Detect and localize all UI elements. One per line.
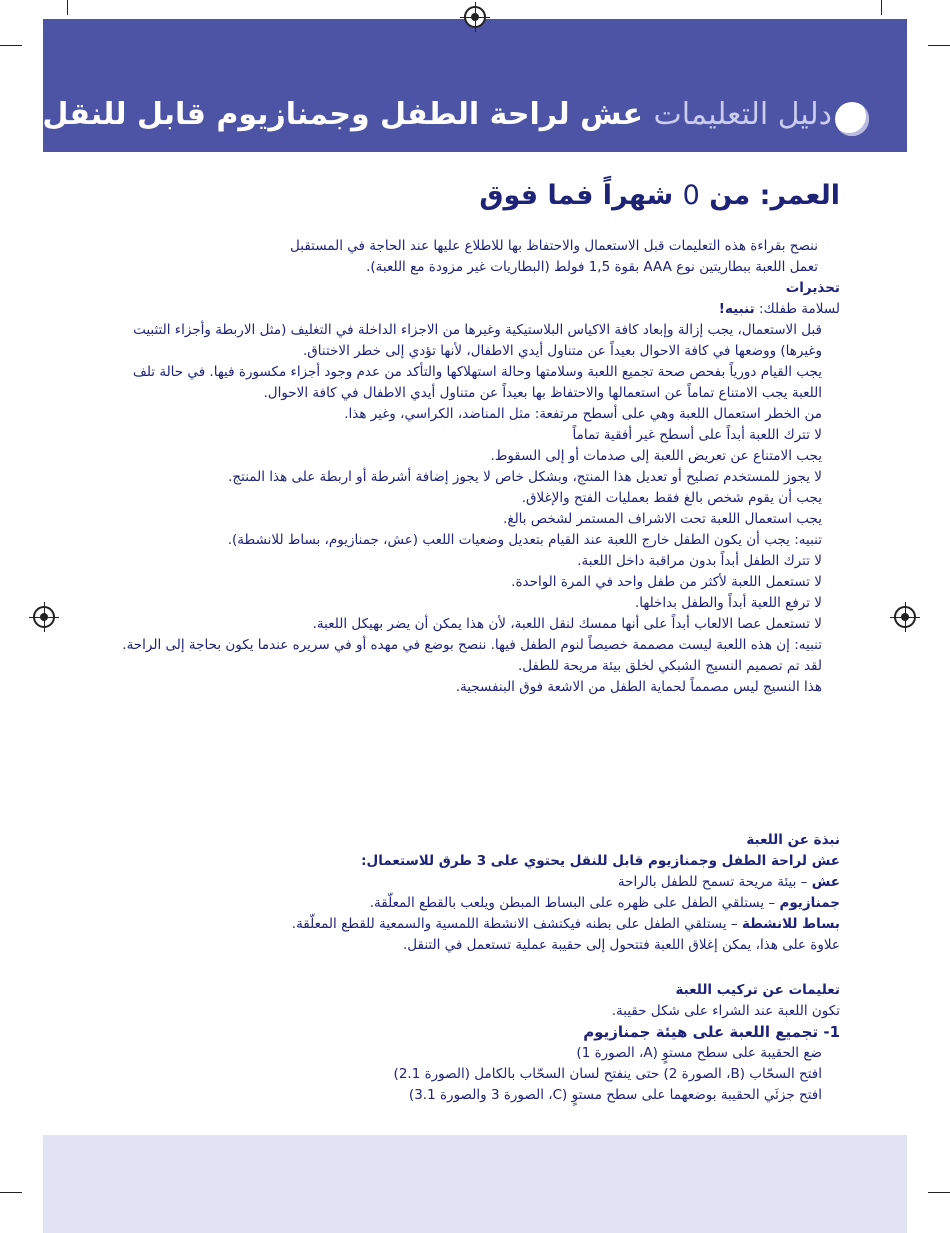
warning-item: يجب القيام دورياً بفحص صحة تجميع اللعبة وسلامتها وحالة استهلاكها والتأكد من عدم وجود أجزاء مكسورة فيها. في حالة تلف اللعبة يجب الامتناع تماماً عن استعمالها والاحتفاظ بها بعيداً عن متناول أيدي الاطفال في كافة الاحوال. [132,364,822,401]
crop-mark [0,1192,22,1193]
registration-mark-icon [894,606,916,628]
mode-item [105,914,840,935]
registration-mark-icon [464,6,486,28]
assembly-step: افتح جزئَي الحقيبة بوضعهما على سطح مستوٍ (C، الصورة 3 والصورة 3.1) [408,1087,822,1103]
warning-item: لا يجوز للمستخدم تصليح أو تعديل هذا المنتج، وبشكل خاص لا يجوز إضافة أشرطة أو اربطة على هذا المنتج. [228,469,822,485]
age-rest: شهراً فما فوق [479,180,674,211]
about-section [105,830,840,956]
about-subheading-pre: عش لراحة الطفل وجمنازيوم قابل للنقل يحتوي على [490,853,840,869]
assembly-step: افتح السحّاب (B، الصورة 2) حتى ينفتح لسان السحّاب بالكامل (الصورة 2.1) [393,1066,822,1082]
mode-desc: – بيئة مريحة تسمح للطفل بالراحة [617,874,812,890]
warning-item: قبل الاستعمال، يجب إزالة وإبعاد كافة الاكياس البلاستيكية وغيرها من الاجزاء الداخلة في التغليف (مثل الاربطة وأجزاء التثبيت وغيرها) ووضعها في كافة الاحوال بعيداً عن متناول أيدي الاطفال، لأنها تؤدي إلى خطر الاختناق. [133,322,822,359]
assembly-section [105,980,840,1106]
mode-term: بساط للانشطة [741,916,840,932]
safety-label: لسلامة طفلك: [759,301,840,317]
about-subheading-num: 3 [476,853,487,869]
warning-item: لا تترك اللعبة أبداً على أسطح غير أفقية تماماً [572,427,822,443]
title-prefix: دليل التعليمات [653,97,832,132]
intro-line: ننصح بقراءة هذه التعليمات قبل الاستعمال والاحتفاظ بها للاطلاع عليها عند الحاجة في المستقبل [290,238,818,254]
mode-desc: – يستلقي الطفل على ظهره على البساط المبطن ويلعب بالقطع المعلّقة. [369,895,780,911]
crop-mark [0,45,22,46]
circle-bullet-icon [835,102,869,136]
title-main: عش لراحة الطفل وجمنازيوم قابل للنقل [42,97,644,132]
registration-mark-icon [33,606,55,628]
warning-item: يجب الامتناع عن تعريض اللعبة إلى صدمات أو إلى السقوط. [490,448,822,464]
warning-item: يجب أن يقوم شخص بالغ فقط بعمليات الفتح والإغلاق. [521,490,822,506]
about-subheading [105,851,840,872]
mode-desc: – يستلقي الطفل على بطنه فيكتشف الانشطة اللمسية والسمعية للقطع المعلّقة. [291,916,742,932]
intro-line: تعمل اللعبة ببطاريتين نوع AAA بقوة 1,5 فولط (البطاريات غير مزودة مع اللعبة). [366,259,818,275]
about-note: علاوة على هذا، يمكن إغلاق اللعبة فتتحول إلى حقيبة عملية تستعمل في التنقل. [403,937,840,953]
header-band [43,19,907,152]
warning-item: لا تستعمل اللعبة لأكثر من طفل واحد في المرة الواحدة. [511,574,822,590]
warning-item: لا تترك الطفل أبداً بدون مراقبة داخل اللعبة. [577,553,822,569]
mode-item [105,872,840,893]
mode-term: عش [811,874,840,890]
about-heading: نبذة عن اللعبة [746,832,840,848]
safety-line [105,299,840,320]
crop-mark [881,0,882,15]
warning-item: تنبيه: إن هذه اللعبة ليست مصممة خصيصاً لنوم الطفل فيها. ننصح بوضع في مهده أو في سريره عندما يكون بحاجة إلى الراحة. [122,637,822,653]
mode-term: جمنازيوم [779,895,840,911]
instructions-section [105,236,840,698]
mode-item [105,893,840,914]
page-title [42,97,832,132]
footer-band [43,1135,907,1233]
warning-item: يجب استعمال اللعبة تحت الاشراف المستمر لشخص بالغ. [503,511,822,527]
warnings-heading: تحذيرات [785,280,840,296]
warning-item: لا ترفع اللعبة أبداً والطفل بداخلها. [634,595,822,611]
age-number: 0 [682,180,700,211]
assembly-intro: تكون اللعبة عند الشراء على شكل حقيبة. [611,1003,840,1019]
assembly-step: ضع الحقيبة على سطح مستوٍ (A، الصورة 1) [576,1045,822,1061]
assembly-heading: تعليمات عن تركيب اللعبة [675,982,840,998]
warning-item: لقد تم تصميم النسيج الشبكي لخلق بيئة مريحة للطفل. [518,658,822,674]
warning-item: من الخطر استعمال اللعبة وهي على أسطح مرتفعة: مثل المناضد، الكراسي، وغير هذا. [344,406,822,422]
crop-mark [67,0,68,15]
warning-item: لا تستعمل عصا الالعاب أبداً على أنها ممسك لنقل اللعبة، لأن هذا يمكن أن يضر بهيكل اللعبة. [312,616,822,632]
age-heading [479,180,840,211]
crop-mark [928,45,950,46]
about-subheading-post: طرق للاستعمال: [361,853,472,869]
safety-alert: تنبيه! [718,301,755,317]
warning-item: هذا النسيج ليس مصمماً لحماية الطفل من الاشعة فوق البنفسجية. [455,679,822,695]
crop-mark [928,1192,950,1193]
age-from: من [709,180,751,211]
warning-item: تنبيه: يجب أن يكون الطفل خارج اللعبة عند القيام بتعديل وضعيات اللعب (عش، جمنازيوم، بساط للانشطة). [227,532,822,548]
age-label: العمر: [759,180,840,211]
assembly-step-title: 1- تجميع اللعبة على هيئة جمنازيوم [583,1023,840,1041]
